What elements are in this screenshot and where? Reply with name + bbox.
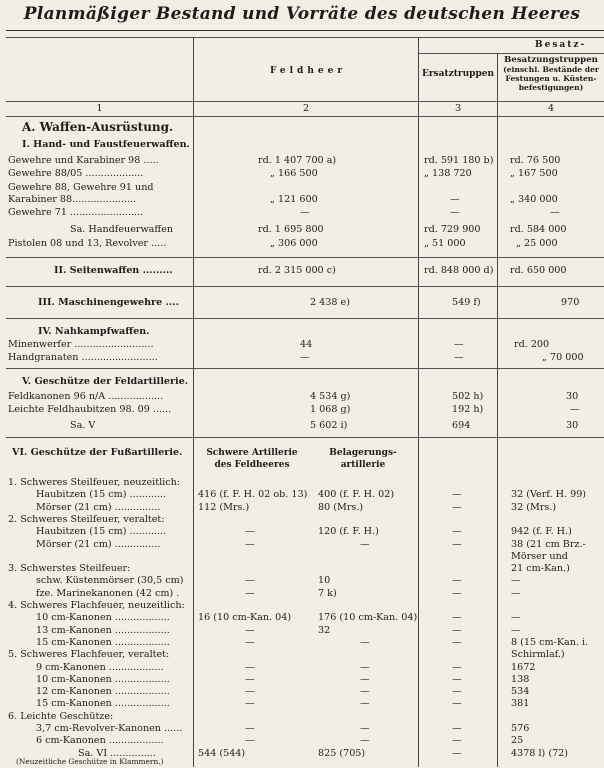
- row-ersatz: —: [454, 352, 464, 363]
- vi-row-besatz: —: [511, 587, 521, 599]
- sep-iv: [6, 318, 604, 319]
- vi-note: (Neuzeitliche Geschütze in Klammern.): [16, 757, 164, 766]
- col-divider-2: [418, 37, 419, 767]
- row-feldheer: 2 438 e): [310, 297, 350, 308]
- section-i-title: I. Hand- und Faustfeuerwaffen.: [22, 139, 190, 150]
- sep-vi: [6, 437, 604, 438]
- header-besatzungs-note1: (einschl. Bestände der: [503, 65, 599, 74]
- header-feldheer: Feldheer: [270, 66, 347, 76]
- sep-v: [6, 368, 604, 369]
- vi-row-besatz: 38 (21 cm Brz.-: [511, 538, 586, 550]
- vi-row-besatz: 25: [511, 735, 524, 747]
- header-besatzungs-note2: Festungen u. Küsten-: [505, 74, 597, 83]
- vi-row-feldheer-schwer: —: [245, 624, 255, 636]
- vi-row-feldheer-schwer: 544 (544): [198, 747, 246, 759]
- section-iii-title: III. Maschinengewehre ....: [38, 297, 179, 308]
- row-ersatz: 549 f): [452, 297, 481, 308]
- vi-row-belagerung: —: [360, 636, 370, 648]
- vi-row-ersatz: —: [452, 526, 462, 538]
- vi-row-ersatz: —: [452, 501, 462, 513]
- section-ii-title: II. Seitenwaffen .........: [54, 265, 173, 276]
- sep-iii: [6, 286, 604, 287]
- vi-row-belagerung: —: [360, 698, 370, 710]
- header-rule: [6, 101, 604, 102]
- vi-row-belagerung: —: [360, 735, 370, 747]
- row-label: Handgranaten .........................: [8, 352, 158, 363]
- vi-row-label: 15 cm-Kanonen ..................: [36, 636, 170, 648]
- vi-row-feldheer-schwer: —: [245, 723, 255, 734]
- vi-row-ersatz: —: [452, 686, 462, 698]
- vi-row-besatz: 32 (Mrs.): [511, 501, 557, 513]
- vi-row-label: 15 cm-Kanonen ..................: [36, 698, 170, 710]
- vi-row-besatz: 138: [511, 673, 530, 685]
- row-ersatz: rd. 591 180 b): [424, 155, 494, 166]
- row-ersatz: „ 51 000: [424, 238, 466, 249]
- row-label: Karabiner 88.....................: [8, 194, 137, 205]
- row-label: Sa. Handfeuerwaffen: [70, 224, 174, 235]
- vi-row-besatz: 942 (f. F. H.): [511, 526, 572, 538]
- row-besatz: —: [570, 404, 580, 415]
- vi-row-feldheer-schwer: —: [245, 673, 255, 685]
- vi-row-ersatz: —: [452, 624, 462, 636]
- vi-row-besatz: 8 (15 cm-Kan. i.: [511, 636, 589, 648]
- row-besatz: rd. 200: [514, 339, 550, 350]
- vi-row-besatz: Mörser und: [511, 550, 568, 562]
- row-besatz: „ 340 000: [510, 194, 558, 205]
- row-feldheer: rd. 2 315 000 c): [258, 265, 336, 276]
- row-besatz: rd. 76 500: [510, 155, 561, 166]
- vi-row-besatz: —: [511, 612, 521, 624]
- vi-row-feldheer-schwer: —: [245, 661, 255, 673]
- section-iv-title: IV. Nahkampfwaffen.: [38, 326, 150, 337]
- row-ersatz: rd. 729 900: [424, 224, 481, 235]
- vi-row-belagerung: 7 k): [318, 587, 337, 599]
- row-feldheer: rd. 1 695 800: [258, 224, 324, 235]
- colnum-1: 1: [96, 103, 103, 114]
- row-label: Sa. V: [70, 420, 96, 431]
- row-label: Minenwerfer ..........................: [8, 339, 154, 350]
- row-label: Feldkanonen 96 n/A ..................: [8, 391, 164, 402]
- vi-col-a-line1: Schwere Artillerie: [206, 448, 298, 458]
- vi-row-feldheer-schwer: —: [245, 575, 255, 587]
- vi-row-label: schw. Küstenmörser (30,5 cm): [36, 575, 184, 587]
- vi-row-besatz: 534: [511, 686, 530, 698]
- header-besatz: Besatz-: [535, 40, 587, 50]
- row-besatz: rd. 584 000: [510, 224, 567, 235]
- row-ersatz: „ 138 720: [424, 168, 472, 179]
- row-ersatz: —: [450, 194, 460, 205]
- vi-row-belagerung: —: [360, 538, 370, 550]
- vi-row-label: fze. Marinekanonen (42 cm) .: [36, 587, 180, 599]
- row-ersatz: 192 h): [452, 404, 484, 415]
- vi-row-belagerung: 80 (Mrs.): [318, 501, 364, 513]
- vi-row-belagerung: 400 (f. F. H. 02): [318, 489, 395, 501]
- section-v-title: V. Geschütze der Feldartillerie.: [22, 376, 189, 387]
- vi-row-belagerung: —: [360, 686, 370, 698]
- vi-row-feldheer-schwer: 16 (10 cm-Kan. 04): [198, 612, 292, 624]
- row-label: Gewehre 88, Gewehre 91 und: [8, 182, 154, 193]
- vi-row-besatz: 21 cm-Kan.): [511, 563, 570, 575]
- vi-row-feldheer-schwer: 416 (f. F. H. 02 ob. 13): [198, 489, 308, 501]
- row-feldheer: „ 166 500: [270, 168, 318, 179]
- vi-row-ersatz: —: [452, 538, 462, 550]
- vi-row-besatz: Schirmlaf.): [511, 649, 565, 661]
- vi-row-feldheer-schwer: —: [245, 735, 255, 747]
- vi-row-label: 3,7 cm-Revolver-Kanonen ......: [36, 723, 183, 734]
- row-besatz: „ 25 000: [516, 238, 558, 249]
- vi-row-besatz: 4378 l) (72): [511, 747, 569, 759]
- vi-row-feldheer-schwer: 112 (Mrs.): [198, 501, 250, 513]
- page-title: Planmäßiger Bestand und Vorräte des deutschen Heeres: [23, 4, 581, 24]
- row-ersatz: 694: [452, 420, 471, 431]
- vi-row-label: 10 cm-Kanonen ..................: [36, 612, 170, 624]
- row-besatz: „ 70 000: [542, 352, 584, 363]
- vi-row-feldheer-schwer: —: [245, 698, 255, 710]
- vi-row-belagerung: 825 (705): [318, 747, 366, 759]
- vi-row-label: Mörser (21 cm) ...............: [36, 538, 161, 550]
- header-besatzungs-note3: befestigungen): [518, 83, 584, 92]
- col-divider-3: [497, 53, 498, 767]
- row-feldheer: 44: [300, 339, 313, 350]
- vi-row-ersatz: —: [452, 489, 462, 501]
- vi-col-b-line2: artillerie: [340, 460, 386, 470]
- vi-row-besatz: —: [511, 624, 521, 636]
- vi-row-feldheer-schwer: —: [245, 526, 255, 538]
- vi-row-belagerung: —: [360, 661, 370, 673]
- vi-row-label: 6 cm-Kanonen ..................: [36, 735, 164, 747]
- row-feldheer: —: [300, 207, 310, 218]
- vi-row-ersatz: —: [452, 612, 462, 624]
- vi-row-ersatz: —: [452, 673, 462, 685]
- besatz-rule: [418, 53, 604, 54]
- vi-col-b-line1: Belagerungs-: [329, 448, 397, 458]
- table-top-rule: [6, 37, 604, 38]
- row-label: Gewehre und Karabiner 98 .....: [8, 155, 159, 166]
- row-besatz: —: [550, 207, 560, 218]
- vi-row-besatz: 32 (Verf. H. 99): [511, 489, 587, 501]
- vi-row-label: 12 cm-Kanonen ..................: [36, 686, 170, 698]
- col-divider-1: [193, 37, 194, 767]
- vi-row-feldheer-schwer: —: [245, 636, 255, 648]
- colnum-2: 2: [302, 103, 310, 114]
- vi-row-label: Mörser (21 cm) ...............: [36, 501, 161, 513]
- vi-row-label: Sa. VI ...............: [78, 747, 156, 759]
- vi-row-label: 1. Schweres Steilfeuer, neuzeitlich:: [8, 477, 181, 488]
- vi-row-label: Haubitzen (15 cm) ............: [36, 526, 167, 538]
- header-besatzungstruppen: Besatzungstruppen: [504, 55, 598, 65]
- row-feldheer: 1 068 g): [310, 404, 351, 415]
- vi-row-label: 9 cm-Kanonen ..................: [36, 661, 164, 673]
- vi-row-belagerung: 120 (f. F. H.): [318, 526, 379, 538]
- row-feldheer: rd. 1 407 700 a): [258, 155, 337, 166]
- vi-row-besatz: 1672: [511, 661, 536, 673]
- vi-row-ersatz: —: [452, 723, 462, 734]
- vi-row-belagerung: —: [360, 723, 370, 734]
- vi-row-ersatz: —: [452, 575, 462, 587]
- row-ersatz: —: [450, 207, 460, 218]
- numbers-rule: [6, 116, 604, 117]
- row-besatz: 30: [566, 391, 579, 402]
- row-label: Pistolen 08 und 13, Revolver .....: [8, 238, 167, 249]
- colnum-3: 3: [454, 103, 462, 114]
- row-ersatz: —: [454, 339, 464, 350]
- vi-row-ersatz: —: [452, 661, 462, 673]
- row-besatz: 30: [566, 420, 579, 431]
- row-besatz: „ 167 500: [510, 168, 558, 179]
- vi-row-label: 3. Schwerstes Steilfeuer:: [8, 563, 131, 575]
- vi-row-label: 2. Schweres Steilfeuer, veraltet:: [8, 513, 165, 525]
- row-ersatz: rd. 848 000 d): [424, 265, 494, 276]
- row-label: Gewehre 71 ........................: [8, 207, 144, 218]
- vi-row-feldheer-schwer: —: [245, 538, 255, 550]
- vi-row-label: 5. Schweres Flachfeuer, veraltet:: [8, 649, 170, 661]
- section-vi-title: VI. Geschütze der Fußartillerie.: [12, 447, 183, 458]
- vi-row-ersatz: —: [452, 636, 462, 648]
- row-ersatz: 502 h): [452, 391, 484, 402]
- vi-row-belagerung: 176 (10 cm-Kan. 04): [318, 612, 418, 624]
- vi-row-label: Haubitzen (15 cm) ............: [36, 489, 167, 501]
- vi-row-ersatz: —: [452, 747, 462, 759]
- vi-row-label: 6. Leichte Geschütze:: [8, 710, 114, 722]
- vi-row-belagerung: —: [360, 673, 370, 685]
- vi-row-besatz: —: [511, 575, 521, 587]
- vi-row-besatz: 576: [511, 723, 530, 734]
- row-label: Gewehre 88/05 ...................: [8, 168, 144, 179]
- row-besatz: rd. 650 000: [510, 265, 567, 276]
- row-feldheer: „ 121 600: [270, 194, 318, 205]
- vi-col-a-line2: des Feldheeres: [214, 460, 290, 470]
- vi-row-besatz: 381: [511, 698, 530, 710]
- title-rule: [6, 30, 604, 31]
- vi-row-ersatz: —: [452, 698, 462, 710]
- vi-row-label: 10 cm-Kanonen ..................: [36, 673, 170, 685]
- row-feldheer: 4 534 g): [310, 391, 351, 402]
- vi-row-label: 13 cm-Kanonen ..................: [36, 624, 170, 636]
- row-feldheer: —: [300, 352, 310, 363]
- row-besatz: 970: [561, 297, 580, 308]
- vi-row-feldheer-schwer: —: [245, 686, 255, 698]
- vi-row-ersatz: —: [452, 735, 462, 747]
- header-ersatz: Ersatztruppen: [421, 69, 495, 79]
- row-feldheer: 5 602 i): [310, 420, 348, 431]
- vi-row-label: 4. Schweres Flachfeuer, neuzeitlich:: [8, 600, 185, 611]
- row-feldheer: „ 306 000: [270, 238, 318, 249]
- section-a-title: A. Waffen-Ausrüstung.: [22, 120, 174, 134]
- vi-row-ersatz: —: [452, 587, 462, 599]
- vi-row-belagerung: 10: [318, 575, 331, 587]
- vi-row-feldheer-schwer: —: [245, 587, 255, 599]
- colnum-4: 4: [547, 103, 555, 114]
- vi-row-belagerung: 32: [318, 624, 331, 636]
- sep-ii: [6, 257, 604, 258]
- row-label: Leichte Feldhaubitzen 98. 09 ......: [8, 404, 172, 415]
